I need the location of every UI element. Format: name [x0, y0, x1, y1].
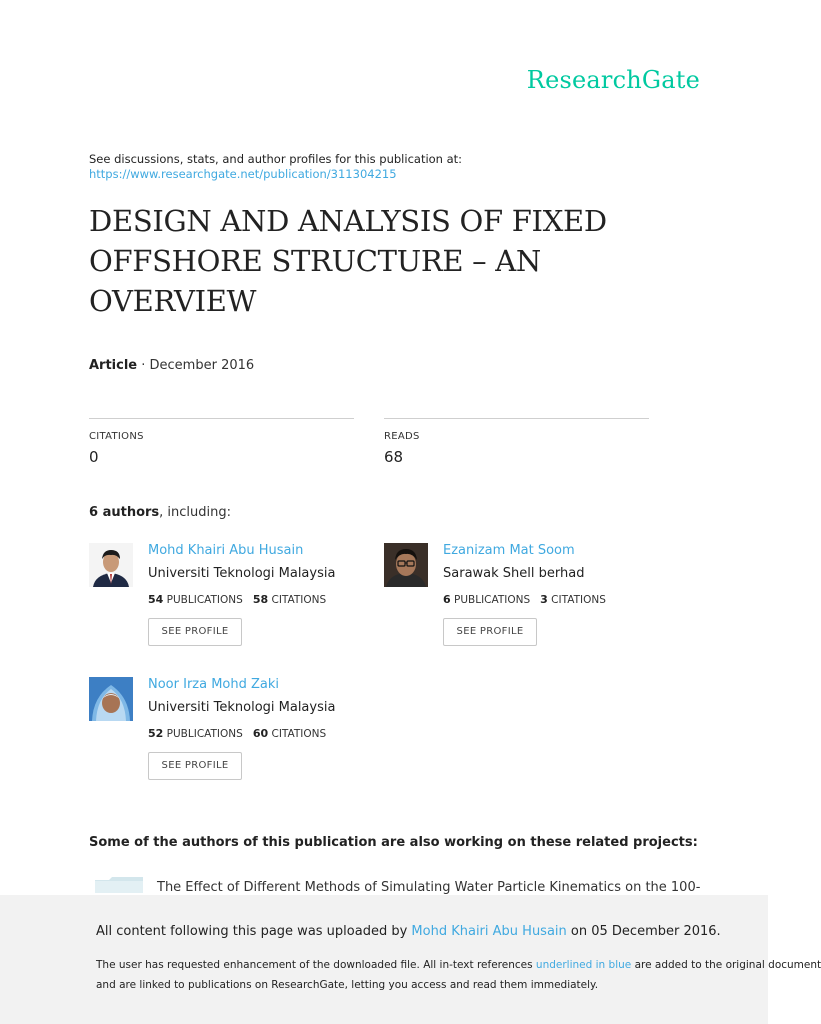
notice-prefix: The user has requested enhancement of the downloaded file. All in-text references — [96, 959, 536, 971]
avatar[interactable] — [89, 543, 133, 587]
reads-label: READS — [384, 431, 420, 442]
underlined-in-blue-text: underlined in blue — [535, 959, 632, 971]
author-name-link[interactable]: Mohd Khairi Abu Husain — [148, 543, 304, 558]
citations-count: 58 — [252, 593, 269, 606]
intro-block — [89, 152, 462, 181]
authors-count: 6 authors — [89, 505, 160, 520]
upload-suffix: on 05 December 2016. — [566, 924, 721, 939]
publications-label: PUBLICATIONS — [166, 594, 243, 606]
avatar[interactable] — [89, 677, 133, 721]
author-institution: Universiti Teknologi Malaysia — [148, 700, 336, 715]
publications-label: PUBLICATIONS — [166, 728, 243, 740]
citations-label: CITATIONS — [551, 594, 606, 606]
author-name-link[interactable]: Ezanizam Mat Soom — [443, 543, 575, 558]
folder-icon — [95, 877, 143, 893]
authors-suffix: , including: — [159, 505, 232, 520]
citations-value: 0 — [89, 448, 99, 466]
publication-meta — [89, 358, 254, 373]
publication-date: December 2016 — [149, 358, 255, 373]
author-card — [384, 543, 654, 658]
researchgate-logo[interactable]: ResearchGate — [526, 66, 700, 94]
citations-stat — [89, 418, 354, 466]
author-name-link[interactable]: Noor Irza Mohd Zaki — [148, 677, 280, 692]
see-profile-button[interactable]: SEE PROFILE — [443, 618, 537, 646]
reads-value: 68 — [384, 448, 404, 466]
publications-count: 54 — [148, 593, 164, 606]
enhancement-notice-line2: and are linked to publications on ResearchGate, letting you access and read them immediately. — [96, 979, 599, 991]
intro-text: See discussions, stats, and author profiles for this publication at: — [89, 152, 463, 166]
see-profile-button[interactable]: SEE PROFILE — [148, 752, 242, 780]
notice-suffix: are added to the original document — [631, 959, 821, 971]
author-card — [89, 677, 359, 792]
avatar[interactable] — [384, 543, 428, 587]
citations-count: 3 — [540, 593, 548, 606]
meta-separator: · — [137, 358, 150, 373]
publication-title: DESIGN AND ANALYSIS OF FIXED OFFSHORE STRUCTURE – AN OVERVIEW — [89, 204, 607, 318]
citations-label: CITATIONS — [89, 431, 144, 442]
upload-notice — [96, 924, 721, 939]
upload-prefix: All content following this page was uploaded by — [96, 924, 412, 939]
publications-count: 6 — [443, 593, 451, 606]
publication-url-link[interactable]: https://www.researchgate.net/publication/311304215 — [89, 167, 397, 181]
enhancement-notice — [96, 959, 821, 971]
author-stats — [443, 593, 606, 606]
reads-stat — [384, 418, 649, 466]
author-stats — [148, 593, 326, 606]
citations-label: CITATIONS — [271, 728, 327, 740]
author-card — [89, 543, 359, 658]
see-profile-button[interactable]: SEE PROFILE — [148, 618, 242, 646]
footer-panel — [0, 895, 821, 1024]
related-project-link[interactable]: The Effect of Different Methods of Simulating Water Particle Kinematics on the 100- — [157, 880, 701, 895]
publications-label: PUBLICATIONS — [454, 594, 531, 606]
citations-count: 60 — [252, 727, 269, 740]
author-stats — [148, 727, 326, 740]
uploader-link[interactable]: Mohd Khairi Abu Husain — [411, 924, 567, 939]
publication-type: Article — [89, 358, 138, 373]
authors-heading — [89, 505, 231, 520]
author-institution: Universiti Teknologi Malaysia — [148, 566, 336, 581]
related-projects-heading: Some of the authors of this publication are also working on these related projects: — [89, 835, 698, 850]
publications-count: 52 — [148, 727, 164, 740]
author-institution: Sarawak Shell berhad — [443, 566, 585, 581]
citations-label: CITATIONS — [271, 594, 327, 606]
